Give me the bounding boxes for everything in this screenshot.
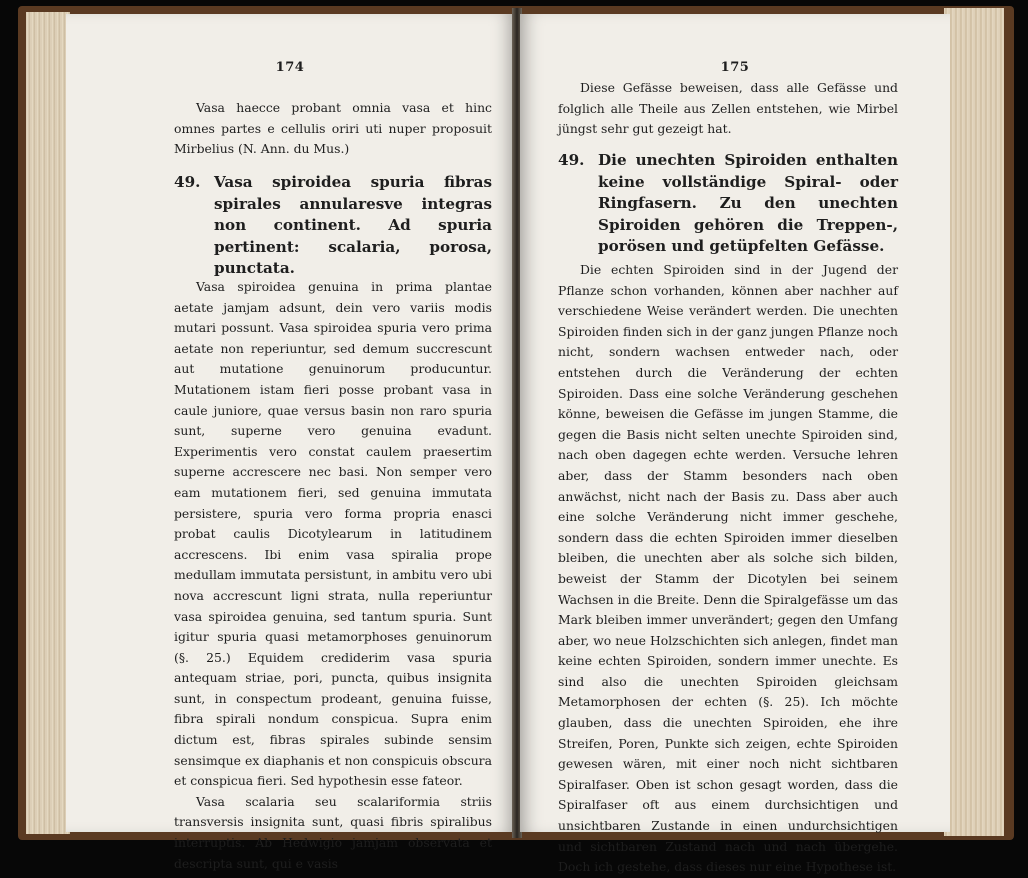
- left-section-title: Vasa spiroidea spuria fibras spirales annularesve integras non continent. Ad spuria pertinent: scalaria, porosa, punctata.: [214, 173, 492, 277]
- left-body: [174, 277, 492, 874]
- right-page-edges: [944, 8, 1004, 836]
- left-section-number: 49.: [174, 173, 201, 191]
- right-paragraph-1: Die echten Spiroiden sind in der Jugend der Pflanze schon vorhanden, können aber nachher auf verschiedene Weise verändert werden. Die unechten Spiroiden finden sich in der ganz jungen Pflanze noch nicht, sondern wachsen entweder nach, oder entstehen durch die Veränderung der echten Spiroiden. Dass eine solche Veränderung geschehen könne, beweisen die Gefässe im jungen Stamme, die gegen die Basis nicht selten unechte Spiroiden sind, nach oben dagegen echte werden. Versuche lehren aber, dass der Stamm besonders nach oben anwächst, nicht nach der Basis zu. Dass aber auch eine solche Veränderung nicht immer geschehe, sondern dass die echten Spiroiden immer dieselben bleiben, die unechten aber als solche sich bilden, beweist der Stamm der Dicotylen bei seinem Wachsen in die Breite. Denn die Spiralgefässe um das Mark bleiben immer unverändert; gegen den Umfang aber, wo neue Holzschichten sich anlegen, findet man keine echten Spiroiden, sondern immer unechte. Es sind also die unechten Spiroiden gleichsam Metamorphosen der echten (§. 25). Ich möchte glauben, dass die unechten Spiroiden, ehe ihre Streifen, Poren, Punkte sich zeigen, echte Spiroiden gewesen wären, mit einer noch nicht sichtbaren Spiralfaser. Oben ist schon gesagt worden, dass die Spiralfaser oft aus einem durchsichtigen und unsichtbaren Zustande in einen undurchsichtigen und sichtbaren Zustand nach und nach übergehe. Doch ich gestehe, dass dieses nur eine Hypothese ist.: [558, 262, 898, 875]
- left-section-heading: [174, 172, 492, 280]
- left-intro-text: Vasa haecce probant omnia vasa et hinc omnes partes e cellulis oriri uti nuper proposuit Mirbelius (N. Ann. du Mus.): [174, 100, 492, 157]
- left-page-number: 174: [275, 60, 305, 75]
- right-section-title: Die unechten Spiroiden enthalten keine vollständige Spiral- oder Ringfasern. Zu den unechten Spiroiden gehören die Treppen-, porösen und getüpfelten Gefässe.: [598, 151, 898, 255]
- left-paragraph-2: Vasa scalaria seu scalariformia striis transversis insignita sunt, quasi fibris spiralibus interruptis. Ab Hedwigio jamjam observata et descripta sunt, qui e vasis: [174, 793, 492, 871]
- right-body: [558, 260, 898, 878]
- left-page-edges: [26, 12, 70, 834]
- left-page: [66, 14, 514, 871]
- right-section-number: 49.: [558, 151, 585, 169]
- right-intro: [558, 78, 898, 140]
- right-intro-text: Diese Gefässe beweisen, dass alle Gefässe und folglich alle Theile aus Zellen entstehen, wie Mirbel jüngst sehr gut gezeigt hat.: [558, 80, 898, 137]
- left-paragraph-1: Vasa spiroidea genuina in prima plantae aetate jamjam adsunt, dein vero variis modis mutari possunt. Vasa spiroidea spuria vero prima aetate non reperiuntur, sed demum succrescunt aut mutatione genuinorum producuntur. Mutationem istam fieri posse probant vasa in caule juniore, quae versus basin non raro spuria sunt, superne vero genuina evadunt. Experimentis vero constat caulem praesertim superne accrescere nec basi. Non semper vero eam mutationem fieri, sed genuina immutata persistere, spuria vero forma propria enasci probat caulis Dicotylearum in latitudinem accrescens. Ibi enim vasa spiralia prope medullam immutata persistunt, in ambitu vero ubi nova accrescunt ligni strata, nulla reperiuntur vasa spiroidea genuina, sed tantum spuria. Sunt igitur spuria quasi metamorphoses genuinorum (§. 25.) Equidem crediderim vasa spuria antequam striae, pori, puncta, quibus insignita sunt, in conspectum prodeant, genuina fuisse, fibra spirali nondum conspicua. Supra enim dictum est, fibras spirales subinde sensim sensimque ex diaphanis et non conspicuis obscura et conspicua fieri. Sed hypothesin esse fateor.: [174, 279, 492, 789]
- right-page: [520, 14, 950, 875]
- right-section-heading: [558, 150, 898, 258]
- right-page-number: 175: [720, 60, 750, 75]
- left-intro: [174, 98, 492, 160]
